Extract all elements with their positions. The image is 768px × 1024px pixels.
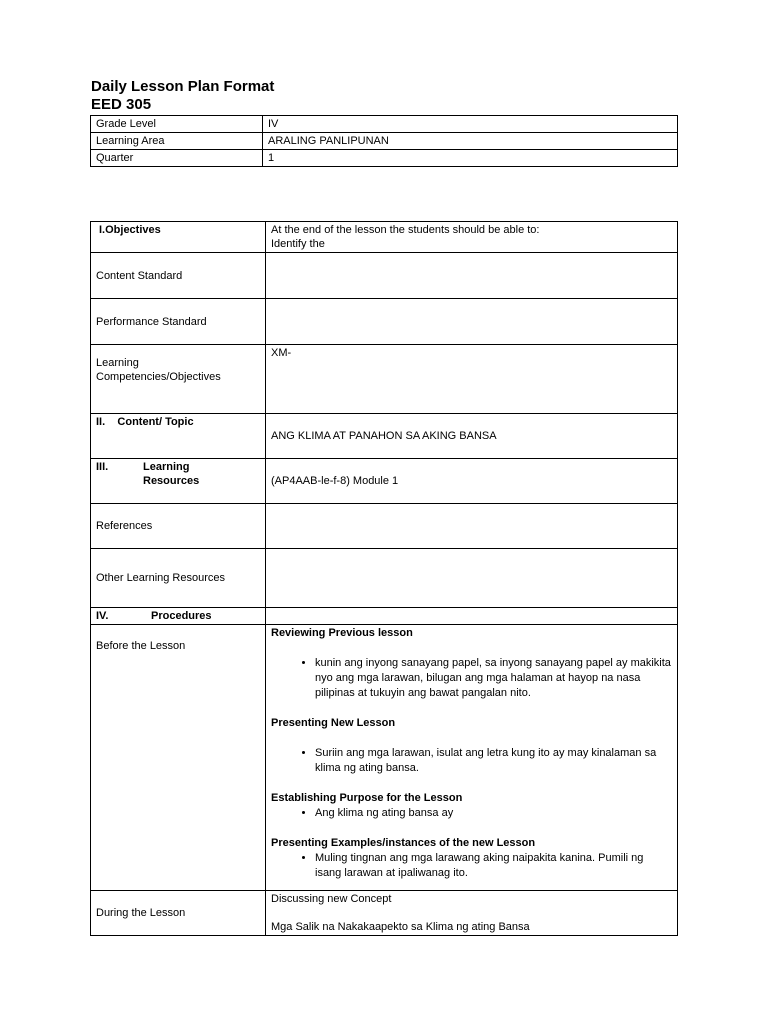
references-label: References bbox=[91, 504, 266, 549]
discussing-text: Discussing new Concept bbox=[271, 893, 392, 905]
references-value bbox=[266, 504, 678, 549]
learning-area-value: ARALING PANLIPUNAN bbox=[263, 133, 678, 150]
before-lesson-content bbox=[266, 625, 678, 891]
other-resources-value bbox=[266, 549, 678, 608]
table-row bbox=[91, 345, 678, 414]
presenting-bullet: • Suriin ang mga larawan, isulat ang letra kung ito ay may kinalaman sa klima ng ating bansa. bbox=[315, 746, 672, 776]
quarter-value: 1 bbox=[263, 150, 678, 167]
table-row bbox=[91, 116, 678, 133]
establishing-bullet: • Ang klima ng ating bansa ay bbox=[315, 806, 672, 821]
examples-bullet: • Muling tingnan ang mga larawang aking naipakita kanina. Pumili ng isang larawan at ipaliwanag ito. bbox=[315, 851, 672, 881]
resources-label bbox=[91, 459, 266, 504]
quarter-label: Quarter bbox=[91, 150, 263, 167]
presenting-heading: Presenting New Lesson bbox=[271, 717, 396, 729]
resources-num: III. bbox=[96, 461, 109, 473]
content-standard-value bbox=[266, 253, 678, 299]
table-row bbox=[91, 625, 678, 891]
content-topic-text: Content/ Topic bbox=[117, 416, 194, 428]
table-row bbox=[91, 608, 678, 625]
table-row bbox=[91, 253, 678, 299]
table-row bbox=[91, 891, 678, 936]
grade-level-value: IV bbox=[263, 116, 678, 133]
competencies-value: XM- bbox=[266, 345, 678, 414]
objectives-text-2: Identify the bbox=[271, 238, 325, 250]
salik-text: Mga Salik na Nakakaapekto sa Klima ng ating Bansa bbox=[271, 921, 530, 933]
table-row bbox=[91, 549, 678, 608]
objectives-text: At the end of the lesson the students should be able to: bbox=[271, 224, 540, 236]
objectives-cell bbox=[266, 222, 678, 253]
examples-heading: Presenting Examples/instances of the new Lesson bbox=[271, 837, 536, 849]
table-row bbox=[91, 150, 678, 167]
before-lesson-label: Before the Lesson bbox=[91, 625, 266, 891]
table-row bbox=[91, 133, 678, 150]
objectives-label: I.Objectives bbox=[91, 222, 266, 253]
performance-standard-label: Performance Standard bbox=[91, 299, 266, 345]
reviewing-bullet: • kunin ang inyong sanayang papel, sa inyong sanayang papel ay makikita nyo ang mga larawan, bilugan ang mga halaman at hayop na nasa pilipinas at tukuyin ang bawat pangalan nito. bbox=[315, 656, 672, 701]
procedures-value bbox=[266, 608, 678, 625]
table-row bbox=[91, 222, 678, 253]
info-table bbox=[90, 115, 678, 167]
lesson-plan-table bbox=[90, 221, 678, 936]
other-resources-label: Other Learning Resources bbox=[91, 549, 266, 608]
competencies-label: Learning Competencies/Objectives bbox=[91, 345, 266, 414]
reviewing-heading: Reviewing Previous lesson bbox=[271, 627, 413, 639]
procedures-num: IV. bbox=[96, 610, 109, 622]
content-standard-label: Content Standard bbox=[91, 253, 266, 299]
resources-text: Learning Resources bbox=[143, 461, 200, 487]
establishing-heading: Establishing Purpose for the Lesson bbox=[271, 792, 463, 804]
table-row bbox=[91, 459, 678, 504]
during-lesson-content bbox=[266, 891, 678, 936]
grade-level-label: Grade Level bbox=[91, 116, 263, 133]
performance-standard-value bbox=[266, 299, 678, 345]
content-topic-label bbox=[91, 414, 266, 459]
learning-area-label: Learning Area bbox=[91, 133, 263, 150]
procedures-text: Procedures bbox=[151, 610, 212, 622]
resources-value: (AP4AAB-le-f-8) Module 1 bbox=[266, 459, 678, 504]
table-row bbox=[91, 414, 678, 459]
document-title: Daily Lesson Plan Format bbox=[91, 78, 275, 95]
content-topic-value: ANG KLIMA AT PANAHON SA AKING BANSA bbox=[266, 414, 678, 459]
during-lesson-label: During the Lesson bbox=[91, 891, 266, 936]
table-row bbox=[91, 504, 678, 549]
procedures-label bbox=[91, 608, 266, 625]
table-row bbox=[91, 299, 678, 345]
course-code: EED 305 bbox=[91, 96, 152, 113]
content-topic-num: II. bbox=[96, 416, 106, 428]
